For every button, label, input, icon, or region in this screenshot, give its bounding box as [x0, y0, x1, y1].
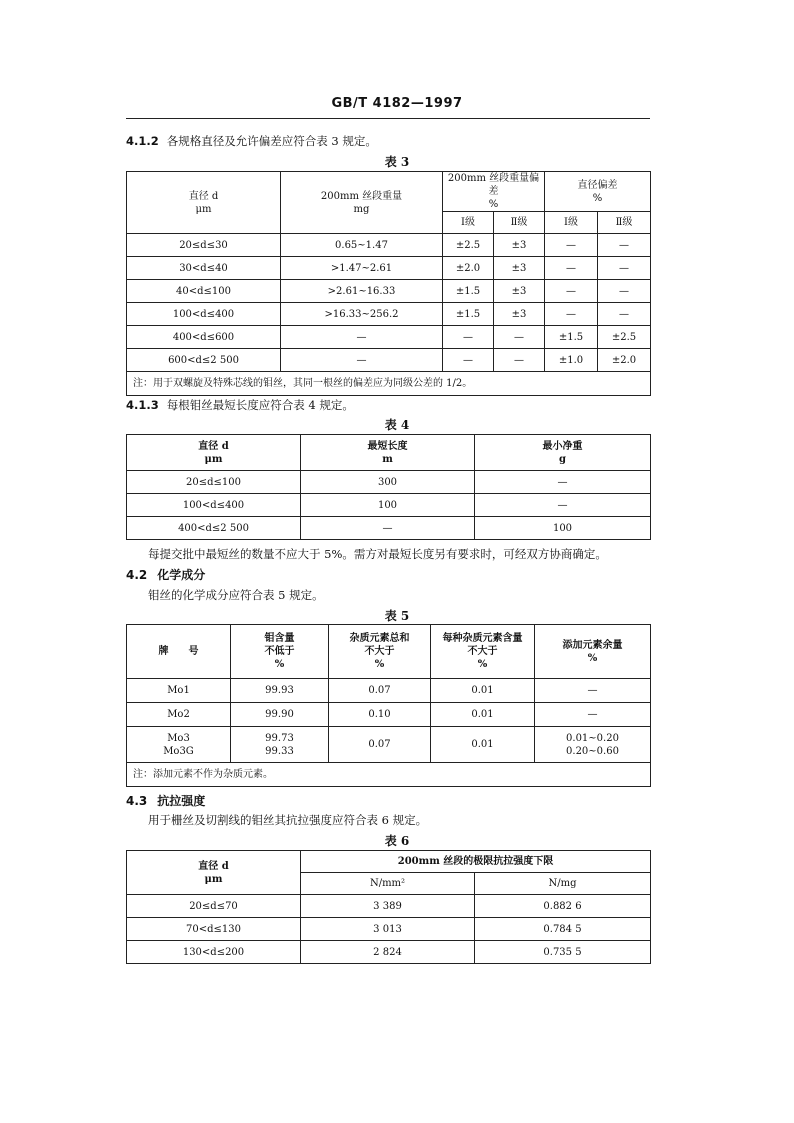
table-cell: 2 824	[301, 941, 475, 964]
table-cell: 30<d≤40	[127, 257, 281, 280]
t3-h-wt-label: 200mm 丝段重量	[320, 190, 403, 202]
clause-text: 每根钼丝最短长度应符合表 4 规定。	[166, 398, 354, 412]
t4-header-diameter	[127, 435, 301, 471]
table-row	[127, 895, 651, 918]
table-cell: 0.07	[329, 679, 431, 703]
table-cell: —	[598, 280, 651, 303]
table-cell: 40<d≤100	[127, 280, 281, 303]
table-row	[127, 280, 651, 303]
table-row	[127, 703, 651, 727]
table-cell: 0.01	[431, 727, 535, 763]
table-cell: ±1.0	[545, 349, 598, 372]
t3-header-diam-dev	[545, 172, 651, 212]
clause-4-1-3	[126, 397, 354, 413]
t5-mo-mo3: 99.73	[265, 732, 294, 744]
t3-grade-2: Ⅱ级	[494, 212, 545, 234]
t5-header-impurity-each	[431, 625, 535, 679]
t6-unit-nmm2: N/mm²	[301, 873, 475, 895]
t5-h-each-cond: 不大于	[467, 646, 498, 657]
t5-header-mo	[231, 625, 329, 679]
t5-header-grade: 牌 号	[127, 625, 231, 679]
table4-remark: 每提交批中最短丝的数量不应大于 5%。需方对最短长度另有要求时，可经双方协商确定。	[148, 547, 607, 561]
table-cell	[127, 727, 231, 763]
table-cell: 100	[301, 494, 475, 517]
header-rule	[126, 118, 650, 119]
table-cell: ±3	[494, 280, 545, 303]
table-row	[127, 349, 651, 372]
t5-h-add-unit: %	[587, 652, 598, 664]
t3-h-ddev-unit: %	[592, 192, 603, 204]
table-cell: >2.61~16.33	[281, 280, 443, 303]
t4-h-diam-unit: μm	[204, 453, 223, 465]
t3-grade-4: Ⅱ级	[598, 212, 651, 234]
table-cell: —	[535, 703, 651, 727]
section-number: 4.2	[126, 568, 148, 582]
t5-h-add-label: 添加元素余量	[562, 639, 623, 651]
section-4-2-text: 钼丝的化学成分应符合表 5 规定。	[148, 588, 324, 602]
t4-h-diam-label: 直径 d	[198, 440, 229, 452]
t6-header-strength: 200mm 丝段的极限抗拉强度下限	[301, 851, 651, 873]
table-cell: 100<d≤400	[127, 303, 281, 326]
table-cell: 100<d≤400	[127, 494, 301, 517]
table-cell	[535, 727, 651, 763]
t5-add-mo3: 0.01~0.20	[566, 732, 619, 744]
table-cell: —	[475, 494, 651, 517]
t4-header-length	[301, 435, 475, 471]
t3-grade-3: Ⅰ级	[545, 212, 598, 234]
t3-h-diam-label: 直径 d	[188, 190, 219, 202]
table-5	[126, 624, 651, 787]
section-title: 抗拉强度	[157, 794, 206, 808]
table-row	[127, 679, 651, 703]
table-cell: 99.90	[231, 703, 329, 727]
table-cell: ±1.5	[443, 303, 494, 326]
t3-h-wdev-unit: %	[488, 199, 499, 210]
t5-header-additive	[535, 625, 651, 679]
table-6	[126, 850, 651, 964]
table-row	[127, 517, 651, 540]
table-cell: —	[535, 679, 651, 703]
standard-header: GB/T 4182—1997	[331, 96, 463, 111]
table-cell: —	[545, 303, 598, 326]
clause-number: 4.1.2	[126, 134, 159, 148]
table-cell	[231, 727, 329, 763]
table-cell: 20≤d≤30	[127, 234, 281, 257]
t6-h-diam-label: 直径 d	[198, 860, 229, 872]
table-cell: —	[443, 326, 494, 349]
table-cell: —	[545, 257, 598, 280]
t5-mo-mo3g: 99.33	[265, 745, 294, 757]
table-cell: —	[598, 303, 651, 326]
t5-h-imp-label: 杂质元素总和	[349, 633, 410, 644]
table-cell: 0.784 5	[475, 918, 651, 941]
table-cell: —	[494, 349, 545, 372]
table-cell: 70<d≤130	[127, 918, 301, 941]
table-cell: —	[598, 234, 651, 257]
t5-h-mo-cond: 不低于	[264, 646, 295, 657]
section-4-3	[126, 792, 205, 809]
section-4-3-text: 用于栅丝及切割线的钼丝其抗拉强度应符合表 6 规定。	[148, 813, 428, 827]
table-cell: ±2.0	[598, 349, 651, 372]
t6-header-diameter	[127, 851, 301, 895]
t3-header-weight	[281, 172, 443, 234]
table-cell: ±2.0	[443, 257, 494, 280]
t4-h-wt-unit: g	[559, 453, 566, 465]
table-cell: >1.47~2.61	[281, 257, 443, 280]
t5-grade-mo3g: Mo3G	[163, 745, 194, 757]
t3-note: 注：用于双螺旋及特殊芯线的钼丝，其同一根丝的偏差应为同级公差的 1/2。	[127, 372, 651, 396]
t6-h-diam-unit: μm	[204, 873, 223, 885]
table-cell: —	[443, 349, 494, 372]
table-cell: 20≤d≤100	[127, 471, 301, 494]
t5-header-impurity-total	[329, 625, 431, 679]
table3-title: 表 3	[384, 155, 410, 169]
table-cell: 3 013	[301, 918, 475, 941]
table4-title: 表 4	[384, 418, 410, 432]
t3-header-weight-dev	[443, 172, 545, 212]
t4-h-len-label: 最短长度	[367, 440, 408, 452]
clause-number: 4.1.3	[126, 398, 159, 412]
table-cell: 0.01	[431, 679, 535, 703]
table-cell: ±1.5	[443, 280, 494, 303]
table-cell: ±3	[494, 257, 545, 280]
table-row	[127, 471, 651, 494]
table-cell: —	[281, 349, 443, 372]
table-cell: >16.33~256.2	[281, 303, 443, 326]
table-cell: 0.07	[329, 727, 431, 763]
t4-h-wt-label: 最小净重	[542, 440, 583, 452]
table-cell: ±1.5	[545, 326, 598, 349]
table-row	[127, 918, 651, 941]
t5-h-each-unit: %	[477, 659, 488, 670]
table-cell: —	[475, 471, 651, 494]
table-cell: 3 389	[301, 895, 475, 918]
table-cell: 0.735 5	[475, 941, 651, 964]
table-cell: —	[545, 280, 598, 303]
t5-h-mo-unit: %	[274, 659, 285, 670]
t3-h-wt-unit: mg	[353, 203, 370, 215]
table-cell: Mo2	[127, 703, 231, 727]
table-cell: 0.10	[329, 703, 431, 727]
t5-add-mo3g: 0.20~0.60	[566, 745, 619, 757]
table-row	[127, 326, 651, 349]
table-cell: —	[494, 326, 545, 349]
table-cell: ±3	[494, 303, 545, 326]
t4-h-len-unit: m	[382, 453, 393, 465]
table-cell: —	[598, 257, 651, 280]
t6-unit-nmg: N/mg	[475, 873, 651, 895]
table-cell: —	[301, 517, 475, 540]
t5-h-mo-label: 钼含量	[264, 633, 295, 644]
section-4-2	[126, 566, 205, 583]
table-cell: 0.882 6	[475, 895, 651, 918]
table-cell: 20≤d≤70	[127, 895, 301, 918]
table-row	[127, 727, 651, 763]
table-cell: 130<d≤200	[127, 941, 301, 964]
table-cell: 0.01	[431, 703, 535, 727]
table-cell: ±2.5	[443, 234, 494, 257]
table-cell: 99.93	[231, 679, 329, 703]
t5-note: 注：添加元素不作为杂质元素。	[127, 763, 651, 787]
table-cell: ±2.5	[598, 326, 651, 349]
table-row	[127, 257, 651, 280]
table-cell: —	[545, 234, 598, 257]
table-cell: 600<d≤2 500	[127, 349, 281, 372]
table-cell: ±3	[494, 234, 545, 257]
table-cell: 400<d≤600	[127, 326, 281, 349]
t3-h-ddev-label: 直径偏差	[577, 179, 618, 191]
table-cell: —	[281, 326, 443, 349]
t5-h-imp-unit: %	[374, 659, 385, 670]
t4-header-weight	[475, 435, 651, 471]
table-cell: 0.65~1.47	[281, 234, 443, 257]
table5-title: 表 5	[384, 609, 410, 623]
table-row	[127, 941, 651, 964]
table-row	[127, 494, 651, 517]
t5-h-imp-cond: 不大于	[364, 646, 395, 657]
table-row	[127, 303, 651, 326]
table-cell: Mo1	[127, 679, 231, 703]
t3-h-diam-unit: μm	[195, 203, 212, 215]
table-cell: 100	[475, 517, 651, 540]
section-title: 化学成分	[157, 568, 206, 582]
table-cell: 300	[301, 471, 475, 494]
table-cell: 400<d≤2 500	[127, 517, 301, 540]
clause-text: 各规格直径及允许偏差应符合表 3 规定。	[166, 134, 377, 148]
clause-4-1-2	[126, 133, 377, 149]
table-4	[126, 434, 651, 540]
t5-grade-mo3: Mo3	[167, 732, 190, 744]
table-row	[127, 234, 651, 257]
t3-h-wdev-label: 200mm 丝段重量偏差	[447, 173, 540, 197]
t5-h-each-label: 每种杂质元素含量	[442, 633, 523, 644]
section-number: 4.3	[126, 794, 148, 808]
t3-header-diameter	[127, 172, 281, 234]
t3-grade-1: Ⅰ级	[443, 212, 494, 234]
table6-title: 表 6	[384, 834, 410, 848]
table-3	[126, 171, 651, 396]
